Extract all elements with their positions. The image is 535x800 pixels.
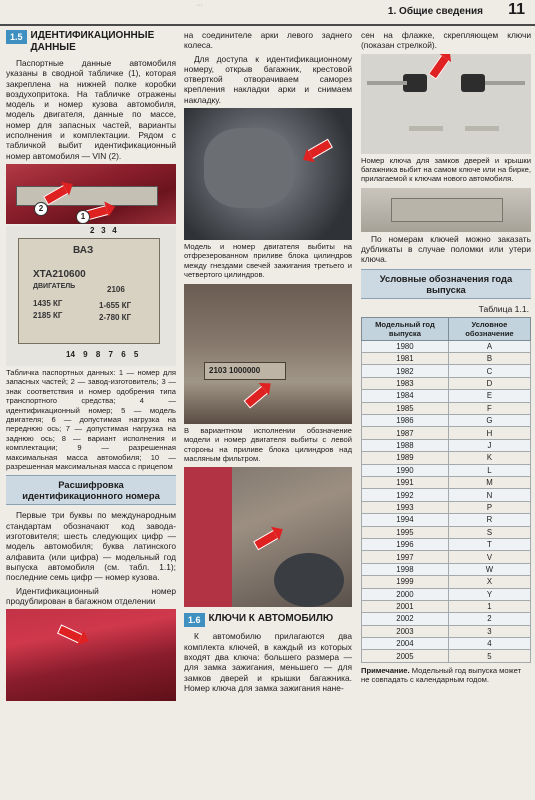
engine-stamp: 2103 1000000 [209, 365, 261, 375]
table-row [362, 377, 531, 389]
callout-label: 5 [133, 349, 139, 359]
header-section-title: 1. Общие сведения [387, 6, 483, 17]
figure-caption: Модель и номер двигателя выбиты на отфрезерованном приливе блока цилиндров между гнездами свечей зажигания третьего и четвертого цилиндров. [184, 242, 352, 280]
subheading: Условные обозначения года выпуска [361, 269, 531, 299]
code-cell: E [448, 390, 530, 402]
arrow-icon [244, 385, 269, 408]
table-row [362, 551, 531, 563]
code-cell: P [448, 501, 530, 513]
callout-label: 4 [112, 225, 117, 235]
paragraph: сен на флажке, скрепляющем ключи (показан стрелкой). [361, 30, 531, 51]
code-cell: C [448, 365, 530, 377]
year-cell: 1983 [362, 377, 449, 389]
year-cell: 1984 [362, 390, 449, 402]
section-heading-1-6 [184, 613, 352, 627]
plate-bottom-callouts [66, 350, 138, 359]
year-cell: 1998 [362, 563, 449, 575]
year-cell: 1994 [362, 514, 449, 526]
year-cell: 1981 [362, 353, 449, 365]
section-title: ИДЕНТИФИКАЦИОННЫЕ ДАННЫЕ [30, 30, 155, 53]
plate-engine-label: ДВИГАТЕЛЬ [33, 282, 76, 290]
year-cell: 1995 [362, 526, 449, 538]
figure-caption: Табличка паспортных данных: 1 — номер для запасных частей; 2 — завод-изготовитель; 3 — знак соответствия и номер одобрения типа транспортного средства; 4 — идентификационный номер; 5 — модель двигателя; 6 — допустимая нагрузка на переднюю ось; 7 — допустимая нагрузка на заднюю ось; 8 — вариант исполнения и комплектации; 9 — разрешенная максимальная масса автомобиля; 10 — разрешенная максимальная масса с прицепом [6, 367, 176, 472]
key-blade [465, 126, 499, 131]
plate-mass: 2185 КГ [33, 310, 63, 320]
year-cell: 2002 [362, 613, 449, 625]
code-cell: M [448, 477, 530, 489]
code-cell: L [448, 464, 530, 476]
code-cell: A [448, 340, 530, 352]
callout-label: 6 [121, 349, 126, 359]
code-cell: K [448, 452, 530, 464]
table-note [361, 666, 531, 684]
paragraph: По номерам ключей можно заказать дубликаты в случае поломки или утери ключа. [361, 233, 531, 265]
year-cell: 1982 [362, 365, 449, 377]
code-cell: T [448, 538, 530, 550]
table-row [362, 477, 531, 489]
code-cell: 5 [448, 650, 530, 662]
code-cell: D [448, 377, 530, 389]
year-cell: 1987 [362, 427, 449, 439]
paragraph: Паспортные данные автомобиля указаны в сводной табличке (1), которая закреплена на нижней полке коробки воздухопритока. На табличке отражены модель и номер кузова автомобиля, модель двигателя, данные по массе, номер для запасных частей, варианты исполнения и комплектации. Рядом с табличкой выбит идентификационный номер автомобиля — VIN (2). [6, 58, 176, 161]
code-cell: N [448, 489, 530, 501]
table-row [362, 501, 531, 513]
photo-keys [361, 54, 531, 154]
callout-label: 2 [90, 225, 95, 235]
year-cell: 1999 [362, 576, 449, 588]
code-cell: 1 [448, 600, 530, 612]
table-row [362, 538, 531, 550]
photo-plate-location [6, 164, 176, 224]
year-cell: 2004 [362, 638, 449, 650]
column-3 [361, 30, 531, 684]
code-cell: H [448, 427, 530, 439]
key-head [461, 74, 485, 92]
year-cell: 1986 [362, 415, 449, 427]
plate-mass: 1435 КГ [33, 298, 63, 308]
table-row [362, 402, 531, 414]
year-cell: 2003 [362, 625, 449, 637]
plate-mass: 1-655 КГ [99, 300, 132, 310]
table-row [362, 452, 531, 464]
year-cell: 2000 [362, 588, 449, 600]
table-row [362, 390, 531, 402]
photo-key-tag [361, 188, 531, 232]
red-hose [184, 467, 232, 607]
code-cell: 3 [448, 625, 530, 637]
table-row [362, 464, 531, 476]
paragraph: Для доступа к идентификационному номеру, открыв багажник, крестовой отверткой отворачиваем саморез крепления накладки арки и снимаем накладку. [184, 53, 352, 105]
column-1 [6, 30, 176, 703]
table-row [362, 625, 531, 637]
year-cell: 1992 [362, 489, 449, 501]
plate-mass: 2-780 КГ [99, 312, 132, 322]
table-row [362, 588, 531, 600]
arch-cover [204, 128, 294, 208]
table-header-row [362, 317, 531, 340]
paragraph: Первые три буквы по международным стандартам обозначают код завода-изготовителя; шесть следующих цифр — модель автомобиля; буква латинского алфавита (или цифра) — модельный год выпуска автомобиля (см. табл. 1.1); последние семь цифр — номер кузова. [6, 510, 176, 583]
year-cell: 1989 [362, 452, 449, 464]
table-row [362, 427, 531, 439]
arrow-icon [57, 625, 83, 644]
callout-label: 3 [101, 225, 106, 235]
table-row [362, 613, 531, 625]
code-cell: G [448, 415, 530, 427]
paragraph: на соединителе арки левого заднего колеса. [184, 30, 352, 51]
code-cell: B [448, 353, 530, 365]
table-row [362, 638, 531, 650]
year-cell: 2005 [362, 650, 449, 662]
key-tag [391, 198, 503, 222]
table-row [362, 340, 531, 352]
callout-label: 7 [108, 349, 113, 359]
code-cell: X [448, 576, 530, 588]
year-code-table [361, 317, 531, 663]
year-cell: 1988 [362, 439, 449, 451]
callout-labels [90, 226, 117, 235]
plate-vin: ХТА210600 [33, 268, 86, 280]
table-row [362, 415, 531, 427]
photo-trunk [6, 609, 176, 701]
callout-2: 2 [34, 202, 48, 216]
table-label: Таблица 1.1. [478, 303, 529, 314]
figure-caption: В вариантном исполнении обозначение модели и номер двигателя выбиты с левой стороны на приливе блока цилиндров над масляным фильтром. [184, 425, 352, 463]
section-number: 1.5 [6, 30, 27, 44]
photo-wheel-arch [184, 108, 352, 240]
paragraph: К автомобилю прилагаются два комплекта ключей, в каждый из которых входят два ключа: большего размера — для замка зажигания, меньшего — для замков дверей и крышки багажника. Номер ключа для замка зажигания нане- [184, 631, 352, 693]
code-cell: Y [448, 588, 530, 600]
header-faint-text: ··· [196, 2, 203, 9]
subheading: Расшифровка идентификационного номера [6, 475, 176, 505]
plate-make: ВАЗ [73, 244, 94, 256]
year-cell: 1980 [362, 340, 449, 352]
table-row [362, 600, 531, 612]
table-row [362, 439, 531, 451]
code-cell: 4 [448, 638, 530, 650]
year-cell: 2001 [362, 600, 449, 612]
year-cell: 1991 [362, 477, 449, 489]
figure-caption: Номер ключа для замков дверей и крышки багажника выбит на самом ключе или на бирке, прилагаемой к ключам нового автомобиля. [361, 155, 531, 184]
code-cell: J [448, 439, 530, 451]
arrow-icon [253, 530, 279, 551]
year-cell: 1997 [362, 551, 449, 563]
table-row [362, 563, 531, 575]
callout-1: 1 [76, 210, 90, 224]
table-row [362, 576, 531, 588]
table-header: Условное обозначение [448, 317, 530, 340]
section-title: КЛЮЧИ К АВТОМОБИЛЮ [208, 613, 334, 625]
note-label: Примечание. [361, 665, 410, 675]
table-header: Модельный год выпуска [362, 317, 449, 340]
plate-engine-code: 2106 [107, 284, 125, 294]
vehicle-plate [18, 238, 160, 344]
table-row [362, 489, 531, 501]
table-row [362, 650, 531, 662]
photo-oil-filter [184, 467, 352, 607]
section-heading-1-5 [6, 30, 176, 54]
code-cell: F [448, 402, 530, 414]
callout-label: 9 [83, 349, 88, 359]
section-number: 1.6 [184, 613, 205, 627]
table-body [362, 340, 531, 662]
code-cell: S [448, 526, 530, 538]
photo-engine-block [184, 284, 352, 424]
year-cell: 1985 [362, 402, 449, 414]
code-cell: 2 [448, 613, 530, 625]
column-2 [184, 30, 352, 696]
key-blade [409, 126, 443, 131]
arrow-icon [428, 54, 450, 79]
oil-filter [274, 553, 344, 607]
year-cell: 1990 [362, 464, 449, 476]
table-row [362, 365, 531, 377]
engine-stamp-area [204, 362, 286, 380]
table-row [362, 526, 531, 538]
paragraph: Идентификационный номер продублирован в багажном отделении [6, 585, 176, 606]
table-row [362, 353, 531, 365]
page-header [0, 0, 535, 26]
arrow-icon [307, 139, 333, 160]
code-cell: W [448, 563, 530, 575]
year-cell: 1993 [362, 501, 449, 513]
plate-diagram [6, 226, 176, 366]
page-number: 11 [508, 1, 525, 18]
key-blade [485, 81, 525, 85]
table-row [362, 514, 531, 526]
code-cell: V [448, 551, 530, 563]
callout-label: 8 [95, 349, 101, 359]
key-blade [367, 81, 407, 85]
year-cell: 1996 [362, 538, 449, 550]
callout-label: 14 [66, 349, 75, 359]
note-text: Модельный год выпуска может не совпадать с календарным годом. [361, 665, 522, 684]
code-cell: R [448, 514, 530, 526]
